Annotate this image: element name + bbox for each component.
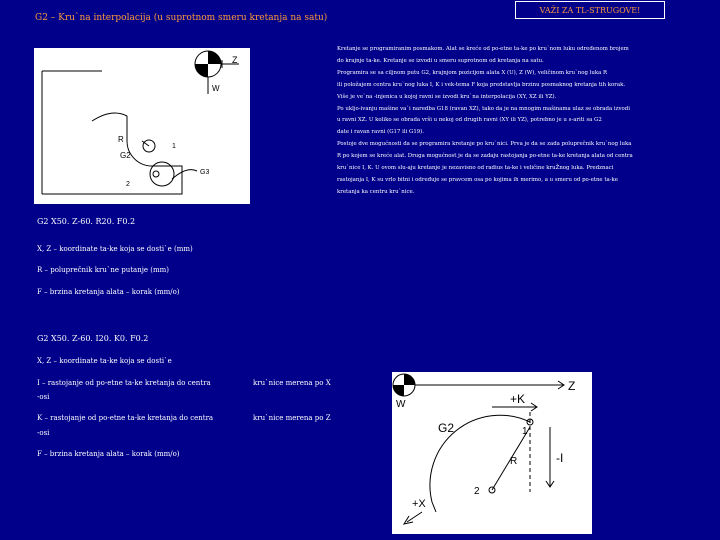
- diag2-r-label: R: [510, 456, 518, 467]
- example2-line-i: I – rastojanje od po-etne ta-ke kretanja do centra: [37, 379, 211, 387]
- diag1-r-label: R: [118, 135, 124, 144]
- description-line: do krajnje ta-ke. Kretanje se izvodi u smeru suprotnom od kretanja na satu.: [337, 57, 544, 64]
- example2-line-k: K – rastojanje od po-etne ta-ke kretanja do centra: [37, 414, 214, 422]
- diag2-w-label: W: [396, 399, 406, 410]
- description-line: Kretanje se programiranim posmakom. Alat se kreće od po-etne ta-ke po kru`nom luku određenom brojem: [337, 46, 629, 52]
- diag2-g2-label: G2: [438, 421, 455, 435]
- example1-line-coords: X, Z – koordinate ta-ke koja se dosti`e (mm): [37, 245, 193, 253]
- diagram-arc-center: [392, 372, 592, 534]
- diag2-plus-k-label: +K: [510, 392, 526, 406]
- description-line: date i ravan ravni (G17 ili G19).: [337, 129, 425, 136]
- description-line: ili položajem centra kru`nog luka I, K i vek-tema F koja predstavlja brzinu posmaknog kretanja tih korak.: [337, 81, 626, 88]
- example2-i-right: kru`nice merena po X: [253, 379, 331, 387]
- diag1-g2-label: G2: [120, 151, 131, 160]
- example2-line-i-cont: -osi: [37, 393, 50, 401]
- diag2-plus-x-label: +X: [412, 498, 426, 510]
- machine-zero-icon: [393, 374, 415, 396]
- description-line: kru`nice I, K. U ovom slu-aju kretanje je nezavisno od radius ta-ke i veličine kruŽnog luka. Predznaci: [337, 165, 614, 172]
- example2-code: G2 X50. Z-60. I20. K0. F0.2: [37, 334, 149, 343]
- description-line: Po ukljo-ivanju mašine va`i naredba G18 (ravan XZ), tako da je na mnogim mašinama ulaz se obrada izvodi: [337, 105, 630, 112]
- example1-line-feed: F – brzina kretanja alata – korak (mm/o): [37, 288, 180, 296]
- diag1-point-1: 1: [172, 143, 176, 150]
- diag1-w-label: W: [212, 84, 220, 93]
- diag2-minus-i-label: -I: [556, 451, 564, 465]
- machine-zero-icon: [195, 51, 221, 77]
- description-line: rastojanja I, K su vrlo bitni i određuje se pravcem osa po kojima ih merimo, a u smeru od po-etne ta-ke: [337, 176, 618, 183]
- diag2-z-label: Z: [568, 379, 576, 393]
- diag2-point-2: 2: [474, 486, 480, 497]
- example2-k-right: kru`nice merena po Z: [253, 414, 331, 422]
- description-line: Programira se sa ciljnom putu G2, krajnjom pozicijom alata X (U), Z (W), veličinom kru`nog luka R: [337, 69, 608, 76]
- example2-line-feed: F – brzina kretanja alata – korak (mm/o): [37, 450, 180, 458]
- description-line: R po kojem se kreće alat. Druga mogućnost je da se zadaju rastojanja po-etne ta-ke kretanja alata od centra: [337, 153, 633, 160]
- description-line: Više je ve`na -injenica u kojoj ravni se izvodi kru`na interpolacija (XY, XZ ili YZ).: [337, 93, 557, 100]
- example1-line-radius: R – poluprečnik kru`ne putanje (mm): [37, 266, 169, 274]
- diag1-g3-label: G3: [200, 169, 210, 176]
- diag1-point-2: 2: [126, 181, 130, 188]
- diag2-point-1: 1: [522, 426, 528, 437]
- diagram-arc-radius: [32, 46, 252, 206]
- description-line: Postoje dve mogućnosti da se programira kretanje po kru`nici. Prva je da se zada poluprečnik kru`nog luka: [337, 141, 632, 148]
- description-paragraph: [337, 44, 687, 199]
- example2-line-coords: X, Z – koordinate ta-ke koja se dosti`e: [37, 357, 172, 365]
- example1-code: G2 X50. Z-60. R20. F0.2: [37, 217, 136, 226]
- description-line: kretanja ka centru kru`nice.: [337, 188, 415, 195]
- page-title: G2 – Kru`na interpolacija (u suprotnom smeru kretanja na satu): [35, 13, 328, 23]
- validity-badge: VAŽI ZA TL-STRUGOVE!: [515, 1, 665, 19]
- example2-line-k-cont: -osi: [37, 429, 50, 437]
- diag1-z-label: Z: [232, 55, 238, 65]
- description-line: u ravni XZ. U koliko se obrada vrši u nekoj od drugih ravni (XY ili YZ), potrebno je u s-ariti sa G2: [337, 117, 602, 124]
